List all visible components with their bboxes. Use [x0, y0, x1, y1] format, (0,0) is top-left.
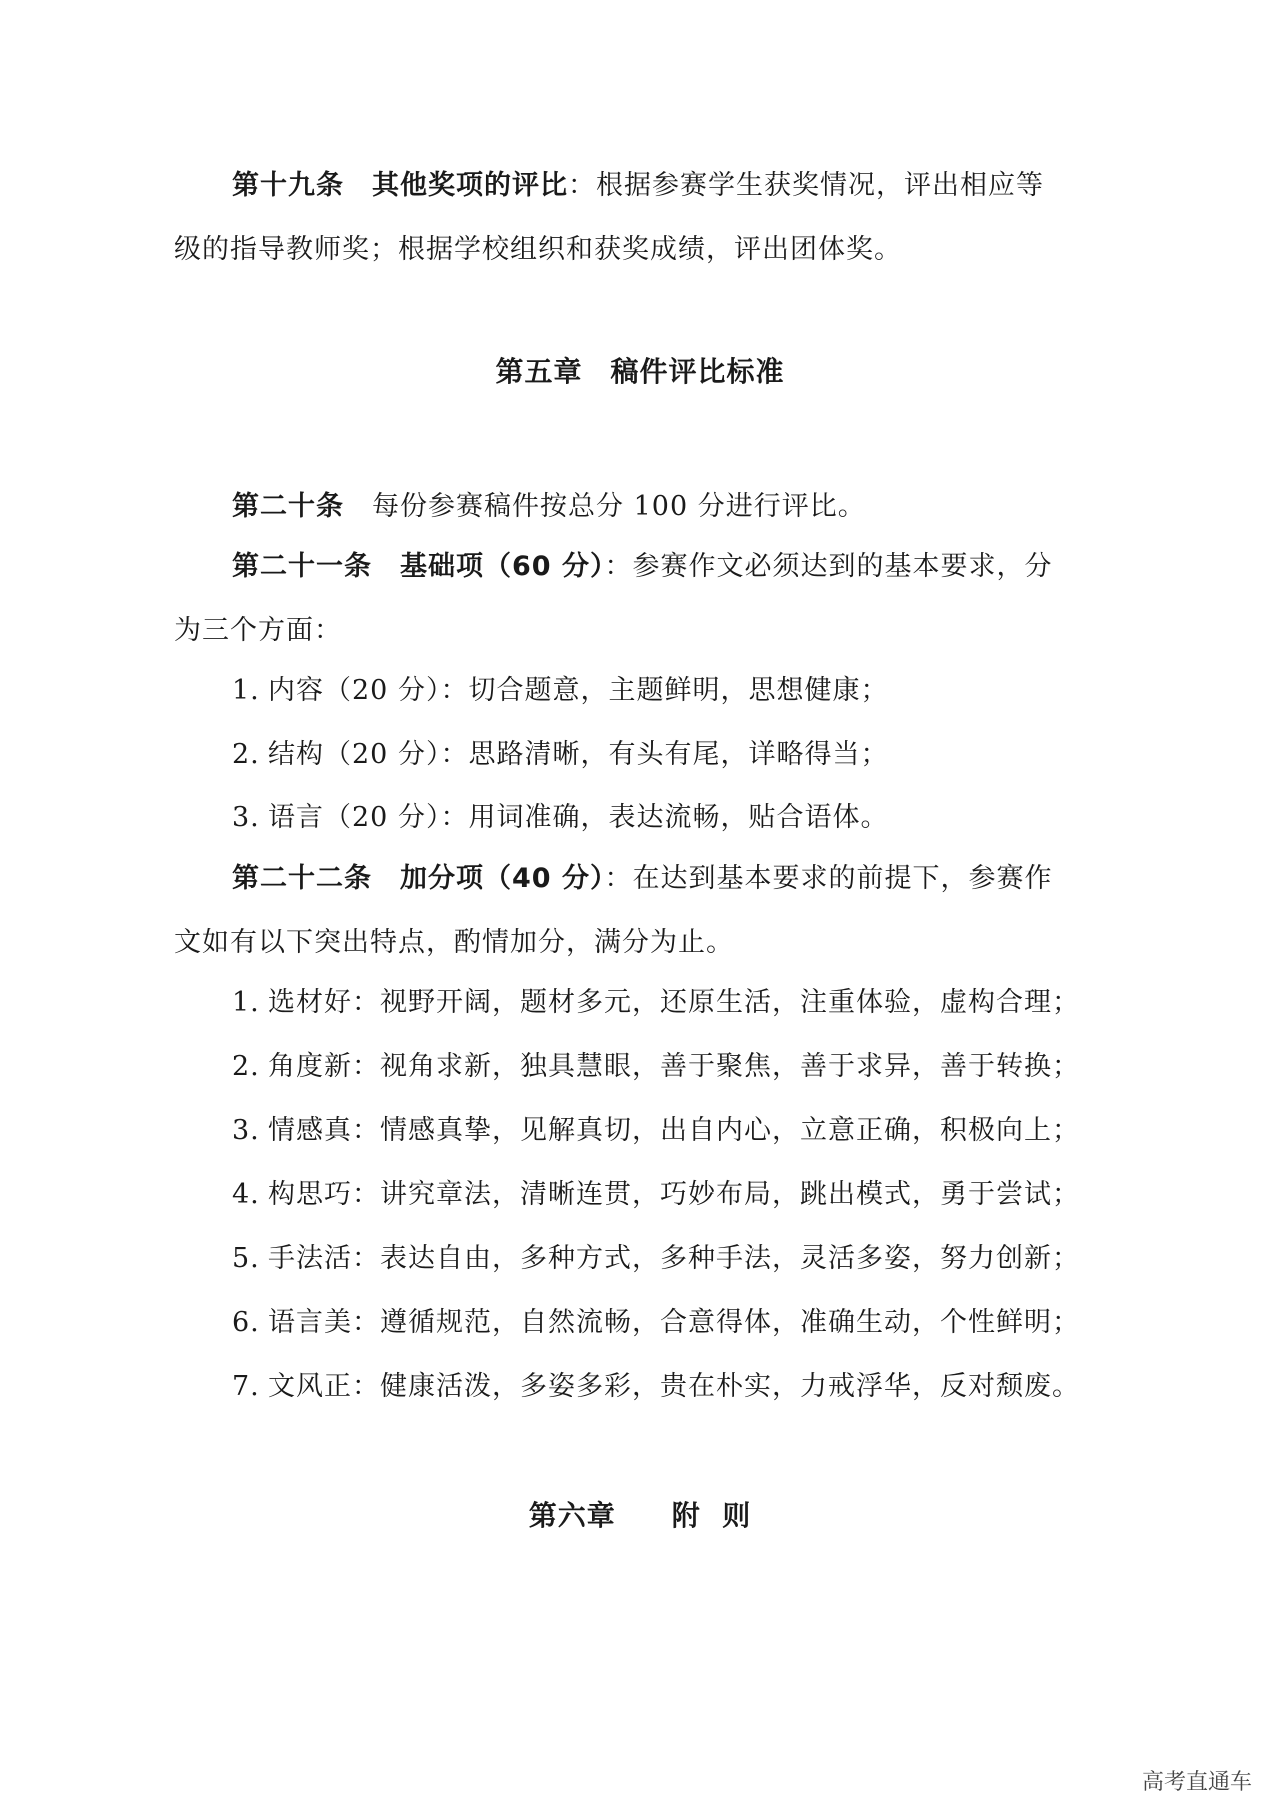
list-item	[232, 1236, 1080, 1275]
article-22-text-line2: 文如有以下突出特点，酌情加分，满分为止。	[174, 927, 734, 958]
list-item	[232, 1044, 1080, 1083]
article-21-text-line1: ：参赛作文必须达到的基本要求，分	[604, 551, 1053, 582]
list-item-text: 选材好：视野开阔，题材多元，还原生活，注重体验，虚构合理；	[268, 987, 1080, 1018]
article-19-text-line2: 级的指导教师奖；根据学校组织和获奖成绩，评出团体奖。	[174, 234, 902, 265]
article-21	[174, 535, 1118, 663]
article-19-text-line1: ：根据参赛学生获奖情况，评出相应等	[568, 170, 1044, 201]
article-20-text: 每份参赛稿件按总分 100 分进行评比。	[372, 491, 866, 522]
list-item-text: 构思巧：讲究章法，清晰连贯，巧妙布局，跳出模式，勇于尝试；	[268, 1179, 1080, 1210]
list-item-text: 内容（20 分）：切合题意，主题鲜明，思想健康；	[268, 675, 889, 706]
article-19-label: 第十九条	[232, 170, 344, 201]
list-item	[232, 795, 888, 834]
list-item	[232, 668, 888, 707]
list-item-number: 1.	[232, 987, 260, 1018]
list-item-number: 2.	[232, 1051, 260, 1082]
list-item-text: 文风正：健康活泼，多姿多彩，贵在朴实，力戒浮华，反对颓废。	[268, 1371, 1080, 1402]
article-22	[174, 847, 1118, 975]
list-item-text: 角度新：视角求新，独具慧眼，善于聚焦，善于求异，善于转换；	[268, 1051, 1080, 1082]
article-19	[174, 154, 1118, 282]
article-20-label: 第二十条	[232, 491, 344, 522]
list-item-text: 结构（20 分）：思路清晰，有头有尾，详略得当；	[268, 739, 889, 770]
watermark: 高考直通车	[1141, 1770, 1252, 1795]
list-item-number: 2.	[232, 739, 260, 770]
article-22-label: 第二十二条	[232, 863, 372, 894]
list-item-number: 3.	[232, 802, 260, 833]
list-item	[232, 732, 888, 771]
chapter-6-heading	[0, 1494, 1280, 1534]
list-item-number: 4.	[232, 1179, 260, 1210]
article-22-title: 加分项（40 分）	[400, 863, 605, 894]
chapter-6-title: 附 则	[671, 1499, 752, 1532]
list-item-text: 语言（20 分）：用词准确，表达流畅，贴合语体。	[268, 802, 889, 833]
list-item-number: 3.	[232, 1115, 260, 1146]
list-item-number: 6.	[232, 1307, 260, 1338]
chapter-5-heading	[0, 350, 1280, 390]
article-21-text-line2: 为三个方面：	[174, 615, 342, 646]
list-item-text: 语言美：遵循规范，自然流畅，合意得体，准确生动，个性鲜明；	[268, 1307, 1080, 1338]
list-item	[232, 1364, 1080, 1403]
list-item	[232, 1108, 1080, 1147]
list-item-text: 情感真：情感真挚，见解真切，出自内心，立意正确，积极向上；	[268, 1115, 1080, 1146]
list-item	[232, 1172, 1080, 1211]
list-item-text: 手法活：表达自由，多种方式，多种手法，灵活多姿，努力创新；	[268, 1243, 1080, 1274]
article-22-text-line1: ：在达到基本要求的前提下，参赛作	[604, 863, 1053, 894]
list-item-number: 5.	[232, 1243, 260, 1274]
article-19-title: 其他奖项的评比	[372, 170, 568, 201]
article-21-label: 第二十一条	[232, 551, 372, 582]
chapter-6-label: 第六章	[528, 1499, 616, 1532]
list-item	[232, 980, 1080, 1019]
chapter-5-title: 稿件评比标准	[610, 355, 785, 388]
chapter-5-label: 第五章	[495, 355, 583, 388]
article-20	[174, 475, 1118, 539]
list-item-number: 7.	[232, 1371, 260, 1402]
article-21-title: 基础项（60 分）	[400, 551, 605, 582]
list-item-number: 1.	[232, 675, 260, 706]
list-item	[232, 1300, 1080, 1339]
